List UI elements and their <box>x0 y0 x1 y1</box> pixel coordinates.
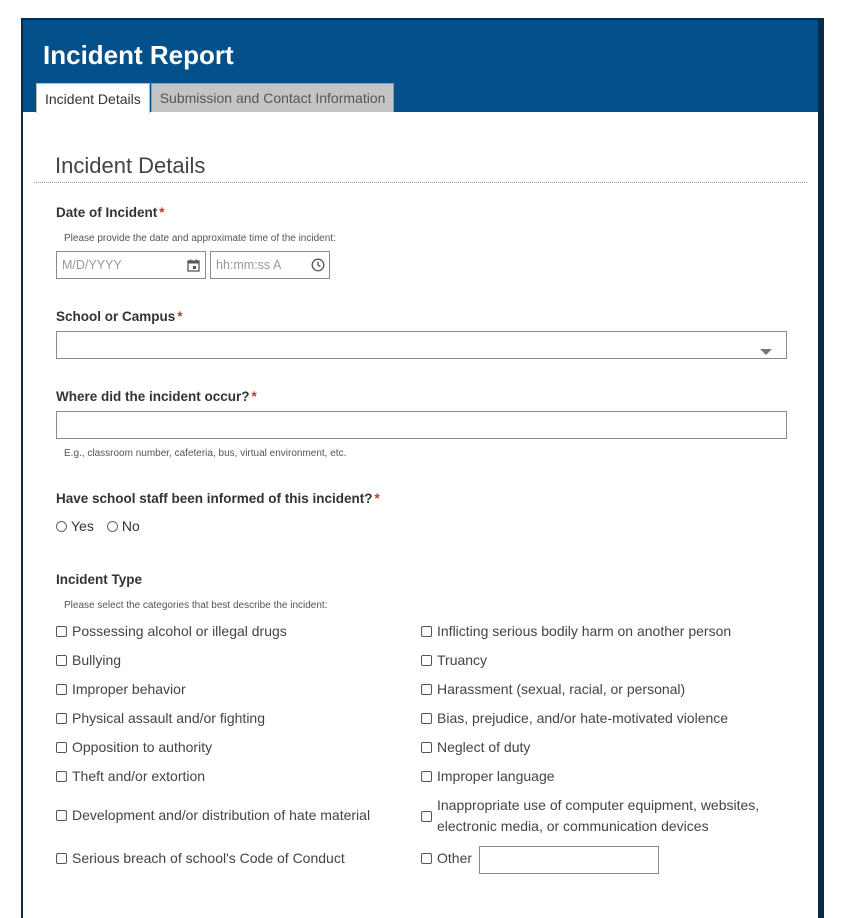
staff-informed-no[interactable] <box>107 518 140 534</box>
staff-informed-radio-group <box>56 518 153 534</box>
checkbox-label: Possessing alcohol or illegal drugs <box>72 623 287 639</box>
form-header <box>23 20 818 112</box>
checkbox-item[interactable] <box>56 766 205 787</box>
checkbox-label: Improper behavior <box>72 681 186 697</box>
checkbox[interactable] <box>56 771 67 782</box>
required-marker: * <box>374 491 380 506</box>
required-marker: * <box>177 309 183 324</box>
tab-submission-contact[interactable]: Submission and Contact Information <box>151 83 395 112</box>
location-input[interactable] <box>56 411 787 439</box>
required-marker: * <box>159 205 165 220</box>
checkbox[interactable] <box>56 713 67 724</box>
checkbox[interactable] <box>56 655 67 666</box>
form-title: Incident Report <box>43 40 234 70</box>
checkbox[interactable] <box>421 811 432 822</box>
staff-informed-label <box>56 491 380 506</box>
checkbox[interactable] <box>56 853 67 864</box>
checkbox[interactable] <box>421 771 432 782</box>
checkbox-label: Harassment (sexual, racial, or personal) <box>437 681 686 697</box>
required-marker: * <box>251 389 257 404</box>
checkbox[interactable] <box>421 853 432 864</box>
checkbox-item[interactable] <box>56 621 287 642</box>
radio-yes-label: Yes <box>71 518 94 534</box>
checkbox[interactable] <box>56 742 67 753</box>
checkbox-label: Other <box>437 850 473 866</box>
checkbox-label: Serious breach of school's Code of Conduct <box>72 850 345 866</box>
checkbox[interactable] <box>421 655 432 666</box>
staff-informed-yes[interactable] <box>56 518 94 534</box>
checkbox-label: Neglect of duty <box>437 739 531 755</box>
checkbox-label: Development and/or distribution of hate material <box>72 807 371 823</box>
other-input[interactable] <box>479 846 659 874</box>
checkbox-label: Inflicting serious bodily harm on another person <box>437 623 732 639</box>
checkbox[interactable] <box>421 742 432 753</box>
location-hint: E.g., classroom number, cafeteria, bus, virtual environment, etc. <box>64 448 347 459</box>
tab-bar <box>36 83 395 113</box>
checkbox-item[interactable] <box>56 679 186 700</box>
radio-yes[interactable] <box>56 521 67 532</box>
checkbox-item[interactable] <box>56 737 212 758</box>
location-label <box>56 389 257 404</box>
checkbox-item[interactable] <box>421 708 728 729</box>
checkbox-item[interactable] <box>421 848 472 869</box>
checkbox-label: Truancy <box>437 652 488 668</box>
checkbox-item[interactable] <box>421 621 731 642</box>
radio-no-label: No <box>121 518 140 534</box>
checkbox-label: Theft and/or extortion <box>72 768 206 784</box>
location-label-text: Where did the incident occur? <box>56 389 250 404</box>
calendar-icon[interactable] <box>187 259 200 275</box>
clock-icon[interactable] <box>311 258 325 275</box>
date-placeholder: M/D/YYYY <box>62 258 122 272</box>
date-label-text: Date of Incident <box>56 205 158 220</box>
staff-informed-label-text: Have school staff been informed of this incident? <box>56 491 373 506</box>
school-label <box>56 309 183 324</box>
form-window <box>21 18 820 918</box>
checkbox-item[interactable] <box>56 805 370 826</box>
radio-no[interactable] <box>107 521 118 532</box>
caret-down-icon[interactable] <box>760 343 772 358</box>
time-placeholder: hh:mm:ss A <box>216 258 282 272</box>
checkbox-label: Inappropriate use of computer equipment, websites, electronic media, or communication devices <box>437 797 760 834</box>
checkbox[interactable] <box>421 713 432 724</box>
incident-type-label: Incident Type <box>56 572 143 587</box>
section-title: Incident Details <box>55 153 206 178</box>
checkbox-label: Bullying <box>72 652 122 668</box>
school-label-text: School or Campus <box>56 309 176 324</box>
checkbox[interactable] <box>56 684 67 695</box>
checkbox-item[interactable] <box>421 650 487 671</box>
checkbox-label: Bias, prejudice, and/or hate-motivated violence <box>437 710 729 726</box>
school-select[interactable] <box>56 331 787 359</box>
checkbox[interactable] <box>421 626 432 637</box>
checkbox-label: Improper language <box>437 768 555 784</box>
incident-type-hint: Please select the categories that best describe the incident: <box>64 600 328 611</box>
checkbox-item[interactable] <box>56 848 345 869</box>
time-input[interactable] <box>210 251 330 279</box>
checkbox-item[interactable] <box>421 766 555 787</box>
checkbox-item[interactable] <box>421 795 766 837</box>
checkbox[interactable] <box>56 626 67 637</box>
checkbox-item[interactable] <box>421 679 685 700</box>
date-label <box>56 205 165 220</box>
date-input[interactable] <box>56 251 206 279</box>
checkbox[interactable] <box>56 810 67 821</box>
date-hint: Please provide the date and approximate time of the incident: <box>64 233 336 244</box>
checkbox-item[interactable] <box>56 650 121 671</box>
checkbox-item[interactable] <box>56 708 265 729</box>
checkbox-item[interactable] <box>421 737 530 758</box>
section-divider <box>34 182 807 183</box>
tab-incident-details[interactable]: Incident Details <box>36 83 150 113</box>
checkbox[interactable] <box>421 684 432 695</box>
checkbox-label: Physical assault and/or fighting <box>72 710 265 726</box>
checkbox-label: Opposition to authority <box>72 739 213 755</box>
